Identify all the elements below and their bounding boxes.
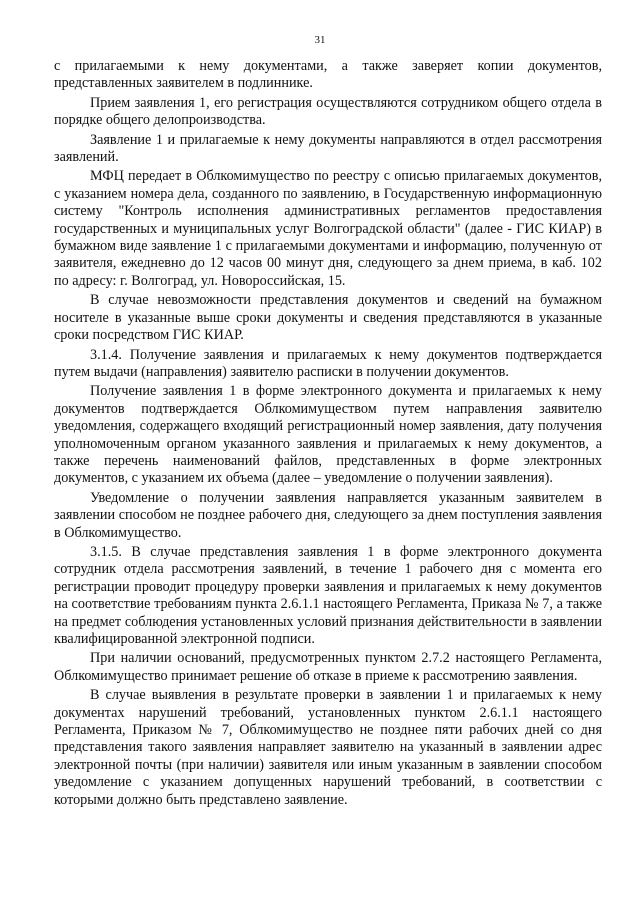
- document-body: [54, 58, 602, 809]
- paragraph: Уведомление о получении заявления направляется указанным заявителем в заявлении способом не позднее рабочего дня, следующего за днем поступления заявления в Облкомимущество.: [54, 489, 602, 541]
- paragraph: В случае выявления в результате проверки в заявлении 1 и прилагаемых к нему документах нарушений требований, установленных пунктом 2.6.1.1 настоящего Регламента, Приказом № 7, Облкомимущество не позднее пяти рабочих дней со дня представления такого заявления направляет заявителю на указанный в заявлении адрес электронной почты (при наличии) заявителя или иным указанным в заявлении способом уведомление с указанием допущенных нарушений требований, в соответствии с которыми должно быть представлено заявление.: [54, 687, 602, 808]
- paragraph: При наличии оснований, предусмотренных пунктом 2.7.2 настоящего Регламента, Облкомимущество принимает решение об отказе в приеме к рассмотрению заявления.: [54, 650, 602, 684]
- paragraph: 3.1.4. Получение заявления и прилагаемых к нему документов подтверждается путем выдачи (направления) заявителю расписки в получении документов.: [54, 346, 602, 380]
- page-number: 31: [314, 34, 326, 46]
- paragraph: 3.1.5. В случае представления заявления 1 в форме электронного документа сотрудник отдела рассмотрения заявлений, в течение 1 рабочего дня с момента его регистрации проводит процедуру проверки заявления и прилагаемых к нему документов на соответствие требованиям пункта 2.6.1.1 настоящего Регламента, Приказа № 7, а также на предмет соблюдения установленных условий признания действительности в заявлении квалифицированной электронной подписи.: [54, 543, 602, 647]
- paragraph: с прилагаемыми к нему документами, а также заверяет копии документов, представленных заявителем в подлиннике.: [54, 58, 602, 92]
- paragraph: МФЦ передает в Облкомимущество по реестру с описью прилагаемых документов, с указанием номера дела, созданного по заявлению, в Государственную информационную систему "Контроль исполнения административных регламентов предоставления государственных и муниципальных услуг Волгоградской области" (далее - ГИС КИАР) в бумажном виде заявление 1 с прилагаемыми документами и информацию, полученную от заявителя, ежедневно до 12 часов 00 минут дня, следующего за днем приема, в каб. 102 по адресу: г. Волгоград, ул. Новороссийская, 15.: [54, 168, 602, 289]
- paragraph: Заявление 1 и прилагаемые к нему документы направляются в отдел рассмотрения заявлений.: [54, 131, 602, 166]
- paragraph: В случае невозможности представления документов и сведений на бумажном носителе в указанные выше сроки документы и сведения представляются в указанные сроки посредством ГИС КИАР.: [54, 292, 602, 344]
- paragraph: Прием заявления 1, его регистрация осуществляются сотрудником общего отдела в порядке общего делопроизводства.: [54, 94, 602, 129]
- paragraph: Получение заявления 1 в форме электронного документа и прилагаемых к нему документов подтверждается Облкомимуществом путем направления заявителю уведомления, содержащего входящий регистрационный номер заявления, дату получения уполномоченным органом указанного заявления и прилагаемых к нему документов, а также перечень наименований файлов, представленных в форме электронных документов, с указанием их объема (далее – уведомление о получении заявления).: [54, 383, 602, 487]
